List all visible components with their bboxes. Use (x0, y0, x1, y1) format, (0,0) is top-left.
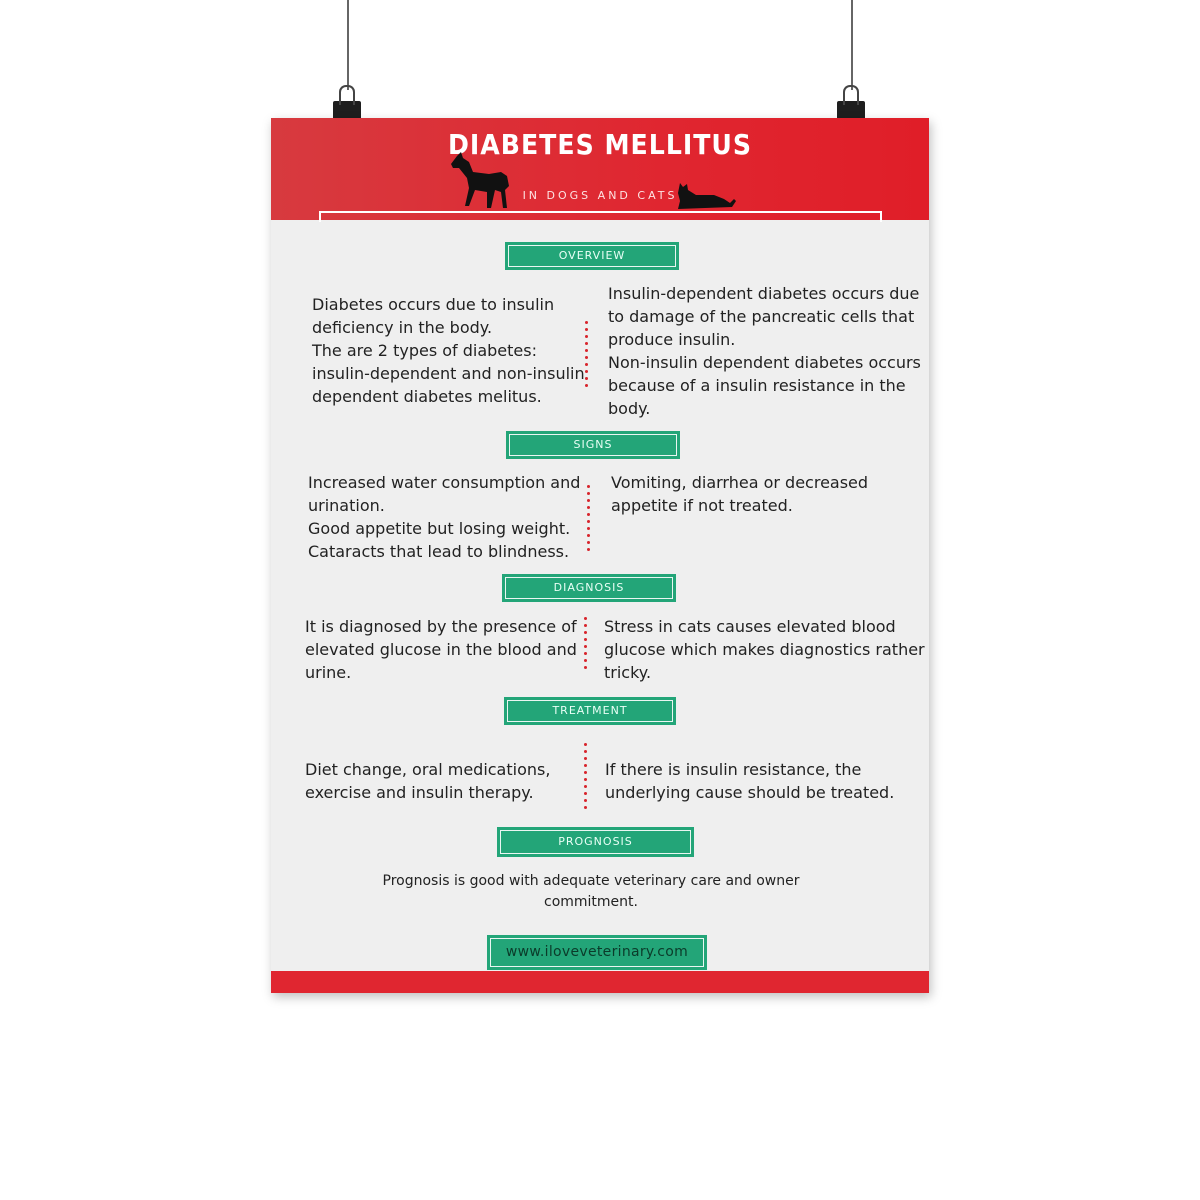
section-heading-prognosis: PROGNOSIS (497, 827, 694, 857)
section-heading-overview: OVERVIEW (505, 242, 679, 270)
hanging-string-left (347, 0, 349, 90)
overview-divider (585, 321, 589, 391)
signs-left-text: Increased water consumption and urination. Good appetite but losing weight. Cataracts that lead to blindness. (308, 473, 581, 561)
diagnosis-divider (584, 617, 588, 673)
overview-right-text: Insulin-dependent diabetes occurs due to damage of the pancreatic cells that produce insulin. Non-insulin dependent diabetes occurs because of a insulin resistance in the body. (608, 284, 921, 418)
hanging-string-right (851, 0, 853, 90)
diagnosis-left-text: It is diagnosed by the presence of elevated glucose in the blood and urine. (305, 617, 577, 682)
poster-footer (271, 971, 929, 993)
poster-header (271, 118, 929, 220)
website-link[interactable]: www.iloveveterinary.com (487, 935, 707, 970)
treatment-right-text: If there is insulin resistance, the underlying cause should be treated. (605, 760, 895, 802)
overview-left-text: Diabetes occurs due to insulin deficiency in the body. The are 2 types of diabetes: insulin-dependent and non-insulin dependent diabetes melitus. (312, 295, 585, 406)
section-heading-diagnosis: DIAGNOSIS (502, 574, 676, 602)
prognosis-text: Prognosis is good with adequate veterinary care and owner commitment. (382, 873, 800, 910)
section-heading-treatment: TREATMENT (504, 697, 676, 725)
poster-subtitle: IN DOGS AND CATS (522, 189, 678, 202)
treatment-left-text: Diet change, oral medications, exercise and insulin therapy. (305, 760, 551, 802)
dog-silhouette-icon (449, 152, 513, 212)
section-heading-signs: SIGNS (506, 431, 680, 459)
treatment-divider (584, 743, 588, 813)
poster-title: DIABETES MELLITUS (447, 128, 753, 161)
diagnosis-right-text: Stress in cats causes elevated blood glucose which makes diagnostics rather tricky. (604, 617, 925, 682)
signs-right-text: Vomiting, diarrhea or decreased appetite if not treated. (611, 473, 869, 515)
poster (271, 118, 929, 993)
header-frame-line (319, 211, 882, 222)
signs-divider (587, 485, 591, 555)
cat-silhouette-icon (674, 181, 736, 209)
